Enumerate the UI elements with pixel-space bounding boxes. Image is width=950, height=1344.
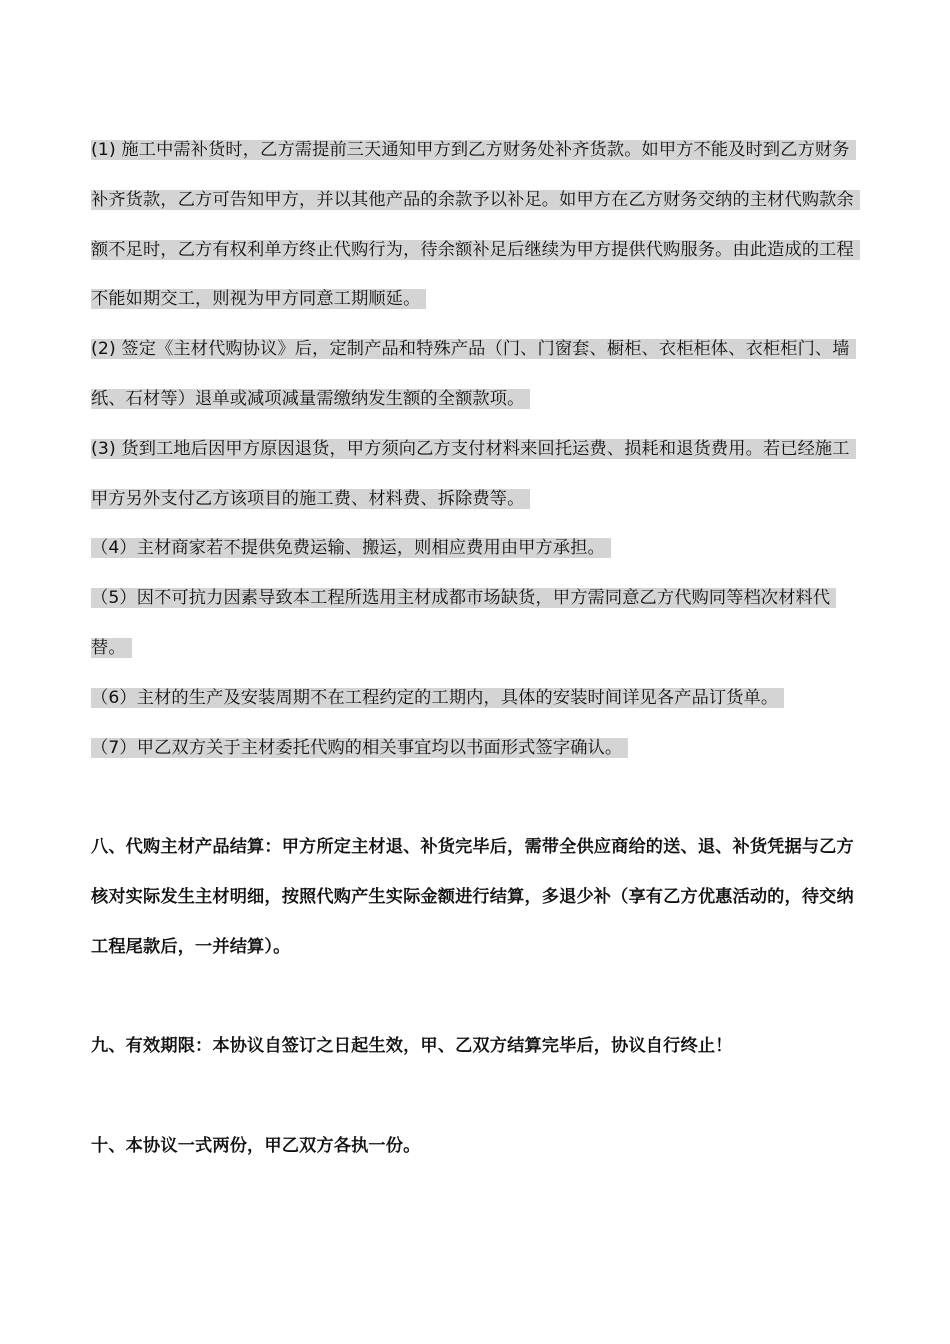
clause-4 [91,524,861,574]
clause-4-text: （4）主材商家若不提供免费运输、搬运，则相应费用由甲方承担。 [91,538,611,558]
clause-7 [91,724,861,774]
clause-1 [91,126,861,325]
clause-2 [91,325,861,425]
clause-5-text: （5）因不可抗力因素导致本工程所选用主材成都市场缺货，甲方需同意乙方代购同等档次材料代替。 [91,588,836,658]
clause-3-text: (3) 货到工地后因甲方原因退货，甲方须向乙方支付材料来回托运费、损耗和退货费用。若已经施工甲方另外支付乙方该项目的施工费、材料费、拆除费等。 [91,439,856,509]
clause-list [91,126,861,773]
clause-5 [91,574,861,674]
section-settlement: 八、代购主材产品结算：甲方所定主材退、补货完毕后，需带全供应商给的送、退、补货凭据与乙方核对实际发生主材明细，按照代购产生实际金额进行结算，多退少补（享有乙方优惠活动的，待交纳工程尾款后，一并结算）。 [91,837,854,957]
clause-6 [91,674,861,724]
clause-6-text: （6）主材的生产及安装周期不在工程约定的工期内，具体的安装时间详见各产品订货单。 [91,688,784,708]
clause-1-text: (1) 施工中需补货时，乙方需提前三天通知甲方到乙方财务处补齐货款。如甲方不能及时到乙方财务补齐货款，乙方可告知甲方，并以其他产品的余款予以补足。如甲方在乙方财务交纳的主材代购款余额不足时，乙方有权利单方终止代购行为，待余额补足后继续为甲方提供代购服务。由此造成的工程不能如期交工，则视为甲方同意工期顺延。 [91,140,860,309]
clause-7-text: （7）甲乙双方关于主材委托代购的相关事宜均以书面形式签字确认。 [91,738,628,758]
section-validity: 九、有效期限：本协议自签订之日起生效，甲、乙双方结算完毕后，协议自行终止！ [91,1036,733,1056]
clause-2-text: (2) 签定《主材代购协议》后，定制产品和特殊产品（门、门窗套、橱柜、衣柜柜体、衣柜柜门、墙纸、石材等）退单或减项减量需缴纳发生额的全额款项。 [91,339,856,409]
clause-3 [91,425,861,525]
section-copies: 十、本协议一式两份，甲乙双方各执一份。 [91,1136,421,1156]
